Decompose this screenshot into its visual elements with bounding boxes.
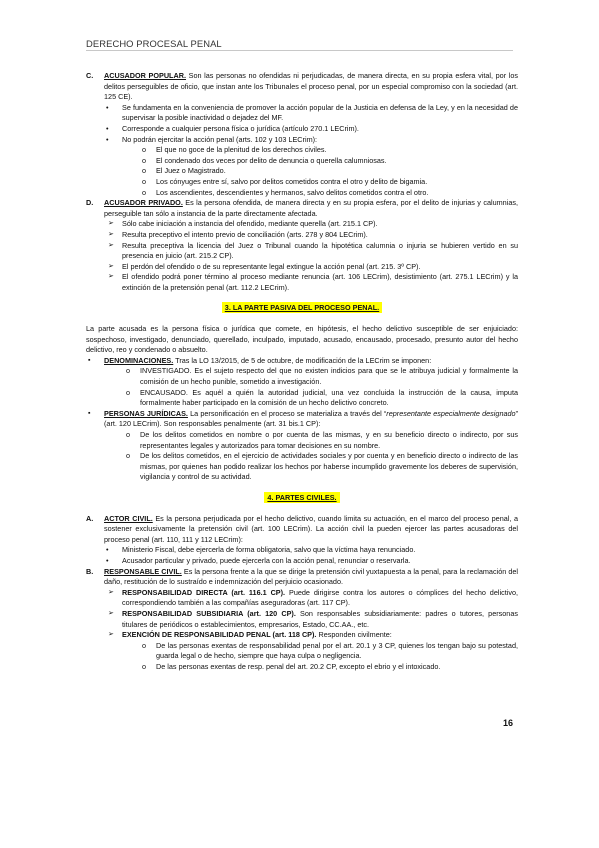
list-item-text: Son responsables subsidiariamente: padres o tutores, personas titulares de periódicos o establecimientos, empresarios, Estado, CC.AA., etc.: [122, 608, 518, 629]
list-item: [86, 545, 518, 556]
list-item-title: RESPONSABILIDAD DIRECTA (art. 116.1 CP).: [122, 587, 286, 597]
section-d: [86, 198, 518, 219]
list-item: [86, 103, 518, 124]
list-item-text: Los cónyuges entre sí, salvo por delitos cometidos contra el otro y delito de bigamia.: [156, 176, 428, 186]
list-item-text: Puede dirigirse contra los autores o cómplices del hecho delictivo, correspondiendo también a las compañías aseguradoras (art. 117 CP).: [122, 587, 518, 608]
list-item: [86, 219, 518, 230]
circle-bullet-icon: o: [126, 430, 131, 439]
circle-bullet-icon: o: [142, 176, 147, 186]
section-4a-title: ACTOR CIVIL.: [104, 513, 153, 523]
list-item: [86, 556, 518, 567]
circle-bullet-icon: o: [126, 451, 131, 461]
personas-juridicas-text-b: ” (art. 120 LECrim). Son responsables penalmente (art. 31 bis.1 CP):: [104, 408, 519, 429]
bullet-icon: •: [106, 555, 109, 565]
denominaciones-text: Tras la LO 13/2015, de 5 de octubre, de modificación de la LECrim se imponen:: [173, 355, 432, 365]
bullet-icon: •: [106, 102, 109, 112]
section-c-bullets: [86, 103, 518, 198]
list-item: [86, 241, 518, 262]
list-item: [86, 272, 518, 293]
circle-bullet-icon: o: [142, 661, 147, 671]
section-4a-text: Es la persona perjudicada por el hecho delictivo, cuando limita su actuación, en el marco del proceso penal, a sostener exclusivamente la pretensión civil (art. 100 LECrim). La acción civil la pueden ejercer las partes acusadoras del proceso penal (art. 110, 111 y 112 LECrim):: [104, 513, 519, 544]
list-item: [86, 156, 518, 167]
list-item-text: Acusador particular y privado, puede ejercerla con la acción penal, renunciar o reservarla.: [122, 555, 411, 565]
list-item-title: EXENCIÓN DE RESPONSABILIDAD PENAL (art. 118 CP).: [122, 630, 317, 640]
list-item: [86, 641, 518, 662]
bullet-icon: •: [106, 134, 109, 144]
section-c: [86, 71, 518, 103]
circle-bullet-icon: o: [126, 387, 131, 397]
section-4-heading-text: 4. PARTES CIVILES.: [264, 492, 339, 503]
section-3-heading: [86, 303, 518, 314]
list-item-text: No podrán ejercitar la acción penal (arts. 102 y 103 LECrim):: [122, 134, 318, 144]
section-d-arrows: [86, 219, 518, 293]
section-3-items: [86, 356, 518, 483]
section-4b-title: RESPONSABLE CIVIL.: [104, 566, 182, 576]
running-header: DERECHO PROCESAL PENAL: [86, 38, 222, 49]
list-item: [86, 230, 518, 241]
list-item: [86, 145, 518, 156]
list-item-text: El condenado dos veces por delito de denuncia o querella calumniosas.: [156, 155, 387, 165]
arrow-bullet-icon: ➢: [108, 631, 114, 639]
list-item-text: De las personas exentas de resp. penal del art. 20.2 CP, excepto el ebrio y el intoxicado.: [156, 661, 441, 671]
list-item-text: El Juez o Magistrado.: [156, 166, 226, 176]
section-4a-marker: A.: [86, 513, 94, 523]
list-item: [86, 588, 518, 609]
arrow-bullet-icon: ➢: [108, 609, 114, 617]
circle-bullet-icon: o: [142, 187, 147, 197]
section-4a: [86, 514, 518, 546]
section-4b-text: Es la persona frente a la que se dirige la pretensión civil yuxtapuesta a la penal, para la reclamación del daño, restitución de lo sustraído e indemnización del perjuicio ocasionado.: [104, 566, 518, 587]
list-item-text: Responden civilmente:: [316, 630, 392, 640]
list-item-text: El que no goce de la plenitud de los derechos civiles.: [156, 145, 327, 155]
bullet-icon: •: [106, 545, 109, 555]
list-item: [86, 409, 518, 430]
list-item-text: El ofendido podrá poner término al proceso mediante renuncia (art. 106 LECrim), desistimiento (art. 275.1 LECrim) y la extinción de la pretensión penal (art. 112.2 LECrim).: [122, 272, 518, 292]
denominaciones-title: DENOMINACIONES.: [104, 355, 174, 365]
section-c-text: Son las personas no ofendidas ni perjudicadas, de manera directa, en su propia esfera vital, por los delitos perseguibles de oficio, que instan ante los Tribunales el proceso penal, por un especial compromiso con la sociedad (art. 125 CE).: [104, 71, 518, 102]
section-4-heading: [86, 493, 518, 504]
square-bullet-icon: ▪: [88, 356, 91, 364]
list-item: [86, 177, 518, 188]
section-3-heading-text: 3. LA PARTE PASIVA DEL PROCESO PENAL.: [222, 302, 382, 313]
bullet-icon: •: [106, 123, 109, 133]
list-item-text: Se fundamenta en la conveniencia de promover la acción popular de la Justicia en defensa de la Ley, y en la necesidad de supervisar la posible inactividad o dejadez del MF.: [122, 102, 518, 123]
circle-bullet-icon: o: [142, 155, 147, 165]
section-c-title: ACUSADOR POPULAR.: [104, 71, 186, 80]
section-c-marker: C.: [86, 71, 94, 80]
list-item-text: ENCAUSADO. Es aquél a quién la autoridad judicial, una vez concluida la instrucción de la causa, imputa formalmente haber participado en la comisión de un hecho delictivo concreto.: [140, 387, 518, 408]
personas-juridicas-text-italic: representante especialmente designado: [386, 408, 516, 418]
list-item-text: El perdón del ofendido o de su representante legal extingue la acción penal (art. 215. 3º CP).: [122, 261, 421, 271]
page-number: 16: [502, 718, 513, 728]
list-item-text: De las personas exentas de responsabilidad penal por el art. 20.1 y 3 CP, quienes los tengan bajo su potestad, guarda legal o de hecho, siempre que haya culpa o negligencia.: [156, 640, 518, 661]
list-item-text: De los delitos cometidos en nombre o por cuenta de las mismas, y en su beneficio directo o indirecto, por sus representantes legales y autorizados para tomar decisiones en su nombre.: [140, 430, 518, 450]
list-item: [86, 356, 518, 367]
section-d-marker: D.: [86, 198, 94, 208]
list-item: [86, 166, 518, 177]
list-item: [86, 124, 518, 135]
list-item: [86, 609, 518, 630]
list-item-text: Los ascendientes, descendientes y hermanos, salvo delitos cometidos contra el otro.: [156, 187, 429, 197]
list-item: [86, 388, 518, 409]
header-rule: [86, 50, 513, 51]
section-d-text: Es la persona ofendida, de manera directa y en su propia esfera, por el delito de injurias y calumnias, perseguible tan sólo a instancia de la parte directamente afectada.: [104, 198, 518, 218]
circle-bullet-icon: o: [142, 640, 147, 650]
list-item: [86, 630, 518, 641]
arrow-bullet-icon: ➢: [108, 588, 114, 596]
section-4b-arrows: [86, 588, 518, 673]
section-4a-bullets: [86, 545, 518, 566]
section-3-intro: La parte acusada es la persona física o jurídica que comete, en hipótesis, el hecho delictivo susceptible de ser enjuiciado: sospechoso, investigado, denunciado, querellado, inculpado, imputado, acusado, encausado, procesado, presunto autor del hecho delictivo, reo y condenado o absuelto.: [86, 324, 518, 355]
list-item-text: Corresponde a cualquier persona física o jurídica (artículo 270.1 LECrim).: [122, 123, 359, 133]
square-bullet-icon: ▪: [88, 409, 91, 417]
list-item-text: INVESTIGADO. Es el sujeto respecto del que no existen indicios para que se le atribuya judicial y formalmente la comisión de un hecho punible, sometido a investigación.: [140, 366, 518, 387]
list-item: [86, 262, 518, 273]
arrow-bullet-icon: ➢: [108, 220, 114, 228]
arrow-bullet-icon: ➢: [108, 273, 114, 281]
list-item: [86, 366, 518, 387]
list-item-title: RESPONSABILIDAD SUBSIDIARIA (art. 120 CP).: [122, 608, 296, 618]
personas-juridicas-title: PERSONAS JURÍDICAS.: [104, 408, 188, 418]
list-item-text: De los delitos cometidos, en el ejercicio de actividades sociales y por cuenta y en beneficio directo o indirecto de las mismas, por quienes han podido realizar los hechos por haberse incumplido gravemente los deberes de supervisión, vigilancia y control de su actividad.: [140, 451, 518, 482]
circle-bullet-icon: o: [142, 145, 147, 155]
personas-juridicas-text-a: La personificación en el proceso se materializa a través del “: [187, 408, 387, 418]
list-item-text: Sólo cabe iniciación a instancia del ofendido, mediante querella (art. 215.1 CP).: [122, 219, 378, 229]
section-4b: [86, 567, 518, 588]
arrow-bullet-icon: ➢: [108, 241, 114, 249]
list-item-text: Ministerio Fiscal, debe ejercerla de forma obligatoria, salvo que la víctima haya renunciado.: [122, 545, 416, 555]
arrow-bullet-icon: ➢: [108, 230, 114, 238]
list-item: [86, 188, 518, 199]
section-d-title: ACUSADOR PRIVADO.: [104, 198, 183, 208]
list-item: [86, 430, 518, 451]
list-item: [86, 662, 518, 673]
arrow-bullet-icon: ➢: [108, 262, 114, 270]
list-item-text: Resulta preceptivo el intento previo de conciliación (arts. 278 y 804 LECrim).: [122, 229, 368, 239]
list-item: [86, 135, 518, 146]
section-4b-marker: B.: [86, 566, 94, 576]
circle-bullet-icon: o: [142, 166, 147, 176]
list-item: [86, 451, 518, 483]
page-body: [86, 71, 518, 672]
list-item-text: Resulta preceptiva la licencia del Juez o Tribunal cuando la hipotética calumnia o injuria se hubieren vertido en su presencia en juicio (art. 215.2 CP).: [122, 240, 518, 261]
circle-bullet-icon: o: [126, 366, 131, 376]
